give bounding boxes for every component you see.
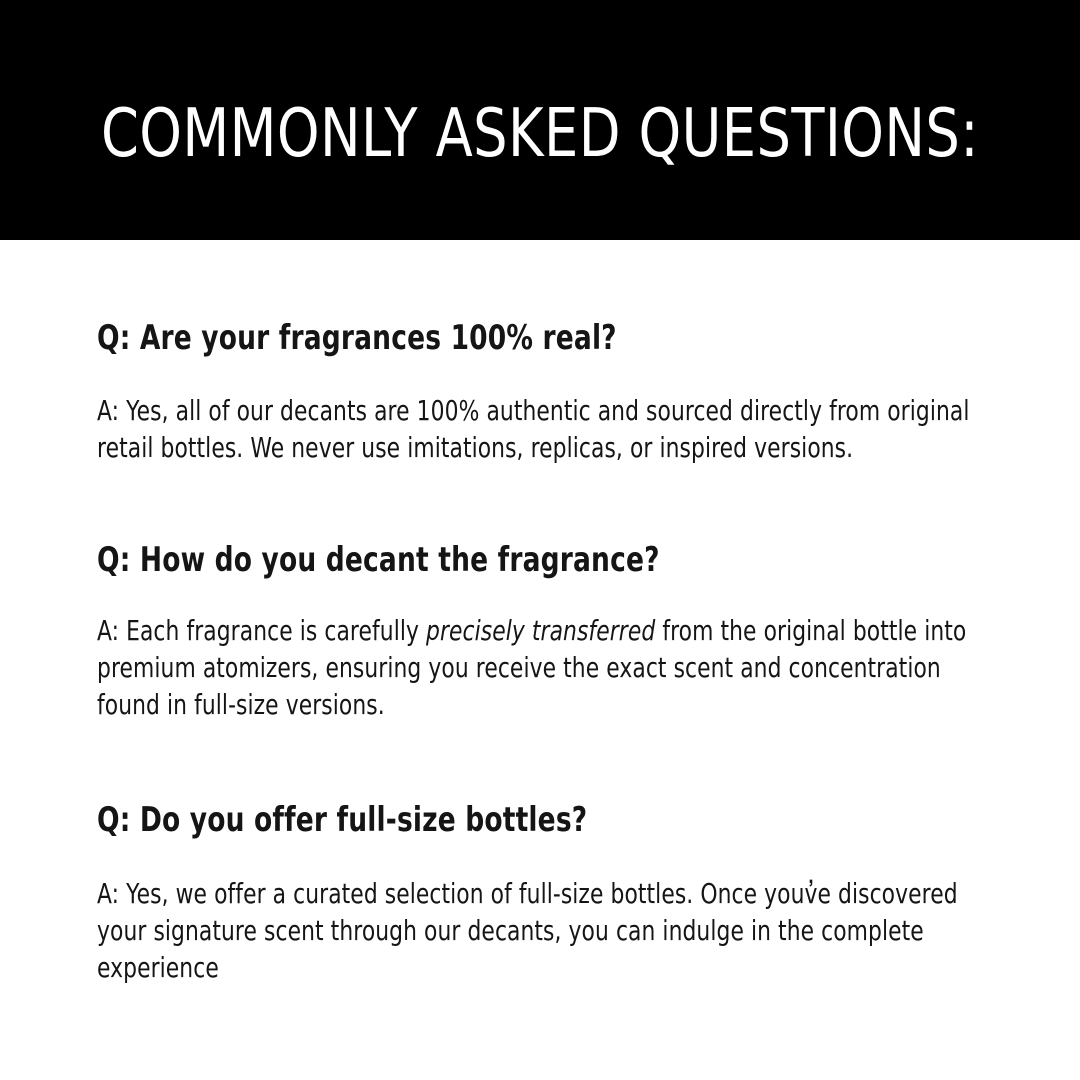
- faq-answer-2-line-3: found in full-size versions.: [97, 688, 385, 721]
- faq-answer-1-line-2: retail bottles. We never use imitations, replicas, or inspired versions.: [97, 431, 854, 464]
- page-title: COMMONLY ASKED QUESTIONS:: [101, 94, 980, 172]
- faq-answer-2-line-2: premium atomizers, ensuring you receive the exact scent and concentration: [97, 651, 941, 684]
- faq-answer-2-line-1-suffix: from the original bottle into: [655, 614, 967, 647]
- faq-question-2: Q: How do you decant the fragrance?: [97, 540, 660, 580]
- faq-answer-1: [97, 392, 970, 466]
- faq-answer-1-line-1: A: Yes, all of our decants are 100% authentic and sourced directly from original: [97, 394, 970, 427]
- faq-question-1: Q: Are your fragrances 100% real?: [97, 318, 617, 358]
- faq-question-3: Q: Do you offer full-size bottles?: [97, 800, 588, 840]
- faq-answer-3-line-1: A: Yes, we offer a curated selection of full-size bottles. Once youv̓e discovered: [97, 877, 958, 910]
- faq-answer-3-line-2: your signature scent through our decants, you can indulge in the complete: [97, 914, 924, 947]
- faq-content: [97, 0, 1013, 1080]
- faq-answer-3-line-3: experience: [97, 951, 219, 984]
- faq-answer-3: [97, 875, 958, 986]
- faq-answer-2: [97, 612, 966, 723]
- faq-answer-2-line-1-prefix: A: Each fragrance is carefully: [97, 614, 427, 647]
- faq-answer-2-line-1: [97, 612, 966, 649]
- faq-answer-2-emphasis: precisely transferred: [426, 614, 656, 647]
